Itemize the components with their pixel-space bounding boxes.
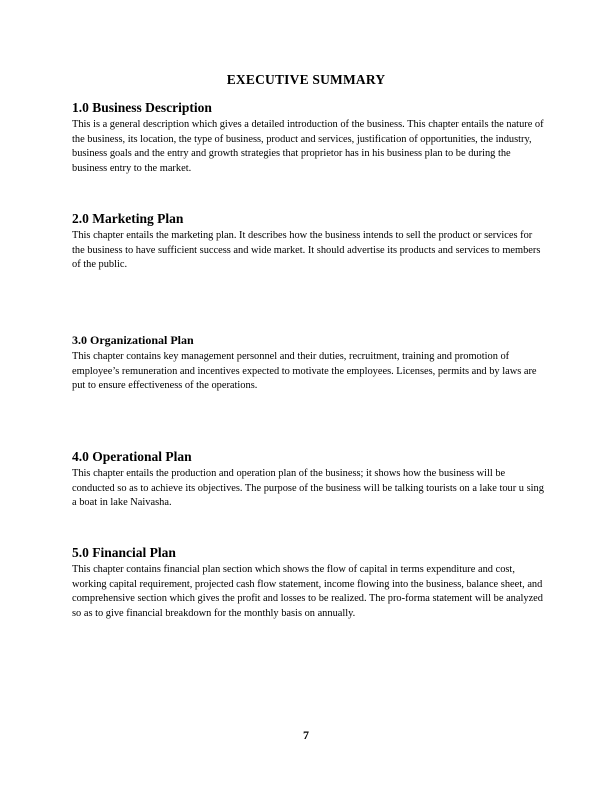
page-number: 7	[303, 728, 309, 742]
section-body: This is a general description which gives a detailed introduction of the business. This chapter entails the nature of the business, its location, the type of business, product and services, justification of opportunities, the industry, business goals and the entry and growth strategies that proprietor has in his business plan to be during the business entry to the market.	[72, 119, 544, 174]
section-organizational-plan	[72, 332, 544, 394]
section-body: This chapter contains key management personnel and their duties, recruitment, training and promotion of employee’s remuneration and incentives expected to motivate the employees. Licenses, permits and by laws are put to ensure effectiveness of the operations.	[72, 351, 537, 392]
section-heading: 4.0 Operational Plan	[72, 449, 192, 464]
section-body: This chapter entails the production and operation plan of the business; it shows how the business will be conducted so as to achieve its objectives. The purpose of the business will be talking tourists on a lake tour u sing a boat in lake Naivasha.	[72, 468, 544, 509]
section-heading: 1.0 Business Description	[72, 100, 212, 115]
section-heading: 5.0 Financial Plan	[72, 545, 176, 560]
page-title: EXECUTIVE SUMMARY	[226, 72, 386, 87]
section-marketing-plan	[72, 211, 544, 273]
section-operational-plan	[72, 449, 544, 511]
section-financial-plan	[72, 545, 544, 621]
section-body: This chapter entails the marketing plan. It describes how the business intends to sell the product or services for the business to have sufficient success and wide market. It should advertise its products and services to members of the public.	[72, 230, 541, 271]
section-body: This chapter contains financial plan section which shows the flow of capital in terms expenditure and cost, working capital requirement, projected cash flow statement, income flowing into the business, balance sheet, and comprehensive section which gives the profit and losses to be realized. The pro-forma statement will be analyzed so as to give financial breakdown for the monthly basis on annually.	[72, 564, 543, 619]
section-heading: 2.0 Marketing Plan	[72, 211, 184, 226]
section-business-description	[72, 100, 544, 176]
section-heading: 3.0 Organizational Plan	[72, 333, 194, 347]
